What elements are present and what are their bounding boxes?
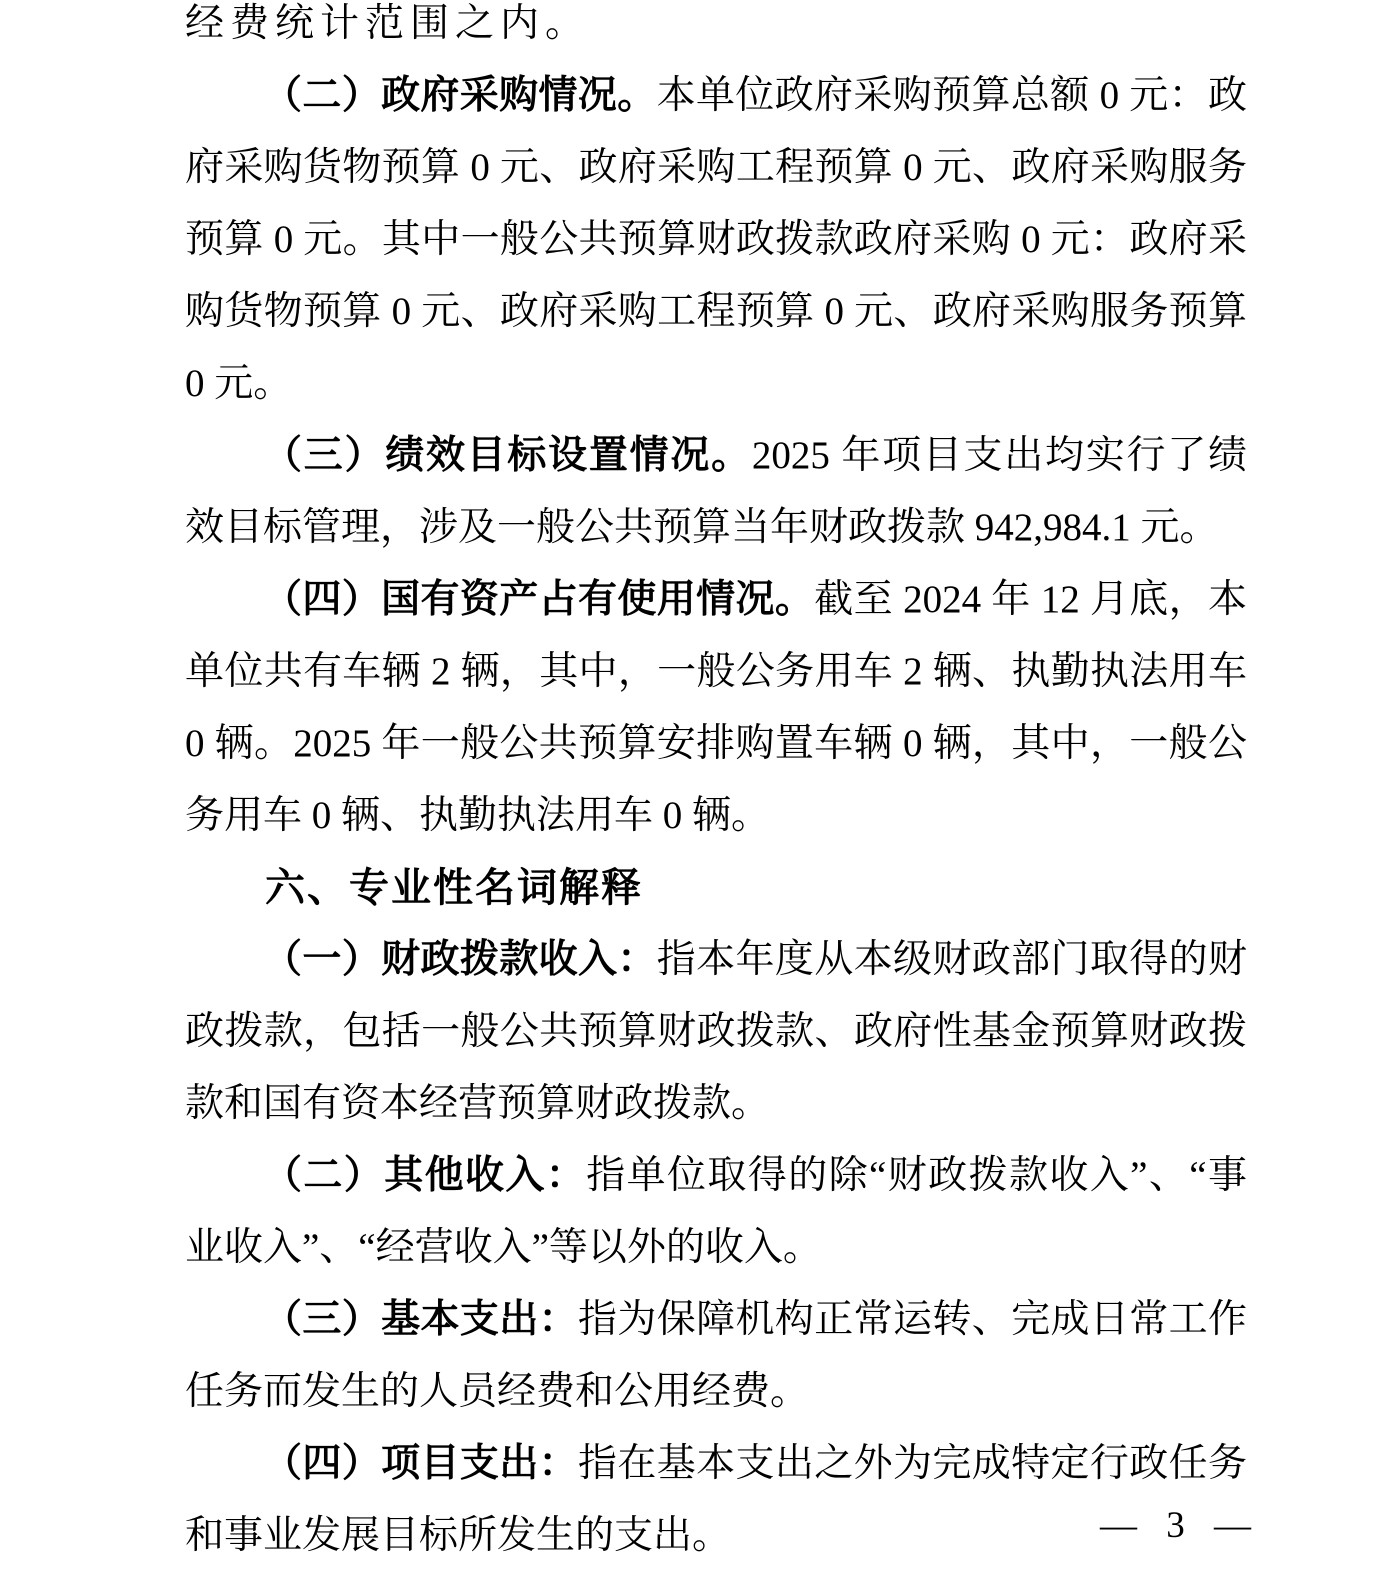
paragraph-text: 指为保障机构正常运转、完成日常工作任务而发生的人员经费和公用经费。: [185, 1298, 1247, 1413]
paragraph-text: 2025 年项目支出均实行了绩效目标管理，涉及一般公共预算当年财政拨款 942,984.1 元。: [185, 434, 1247, 549]
page-body: [185, 0, 1247, 1572]
paragraph-text: 指在基本支出之外为完成特定行政任务和事业发展目标所发生的支出。: [185, 1442, 1247, 1557]
paragraph-gov-procurement: [185, 60, 1247, 420]
paragraph-text: 截至 2024 年 12 月底，本单位共有车辆 2 辆，其中，一般公务用车 2 辆、执勤执法用车 0 辆。2025 年一般公共预算安排购置车辆 0 辆，其中，一般公务用车 0 辆、执勤执法用车 0 辆。: [185, 578, 1247, 837]
paragraph-text: 指单位取得的除“财政拨款收入”、“事业收入”、“经营收入”等以外的收入。: [185, 1154, 1247, 1269]
paragraph-lead: （一）财政拨款收入：: [263, 938, 657, 981]
paragraph-lead: （四）项目支出：: [263, 1442, 578, 1485]
paragraph-lead: （二）其他收入：: [263, 1154, 587, 1197]
paragraph-text: 本单位政府采购预算总额 0 元：政府采购货物预算 0 元、政府采购工程预算 0 元、政府采购服务预算 0 元。其中一般公共预算财政拨款政府采购 0 元：政府采购货物预算 0 元、政府采购工程预算 0 元、政府采购服务预算 0 元。: [185, 74, 1247, 405]
paragraph-term-fiscal-income: [185, 924, 1247, 1140]
paragraph-performance-targets: [185, 420, 1247, 564]
paragraph-state-assets: [185, 564, 1247, 852]
paragraph-lead: （三）基本支出：: [263, 1298, 578, 1341]
paragraph-term-other-income: [185, 1140, 1247, 1284]
paragraph-lead: （二）政府采购情况。: [263, 74, 657, 117]
page-number: — 3 —: [1100, 1505, 1261, 1546]
paragraph-lead: （四）国有资产占有使用情况。: [263, 578, 815, 621]
paragraph-lead: （三）绩效目标设置情况。: [263, 434, 752, 477]
paragraph-term-project-expenditure: [185, 1428, 1247, 1572]
paragraph-term-basic-expenditure: [185, 1284, 1247, 1428]
section-heading-terms: 六、专业性名词解释: [265, 866, 643, 910]
paragraph-continuation: 经费统计范围之内。: [185, 2, 591, 45]
paragraph-text: 指本年度从本级财政部门取得的财政拨款，包括一般公共预算财政拨款、政府性基金预算财政拨款和国有资本经营预算财政拨款。: [185, 938, 1247, 1125]
